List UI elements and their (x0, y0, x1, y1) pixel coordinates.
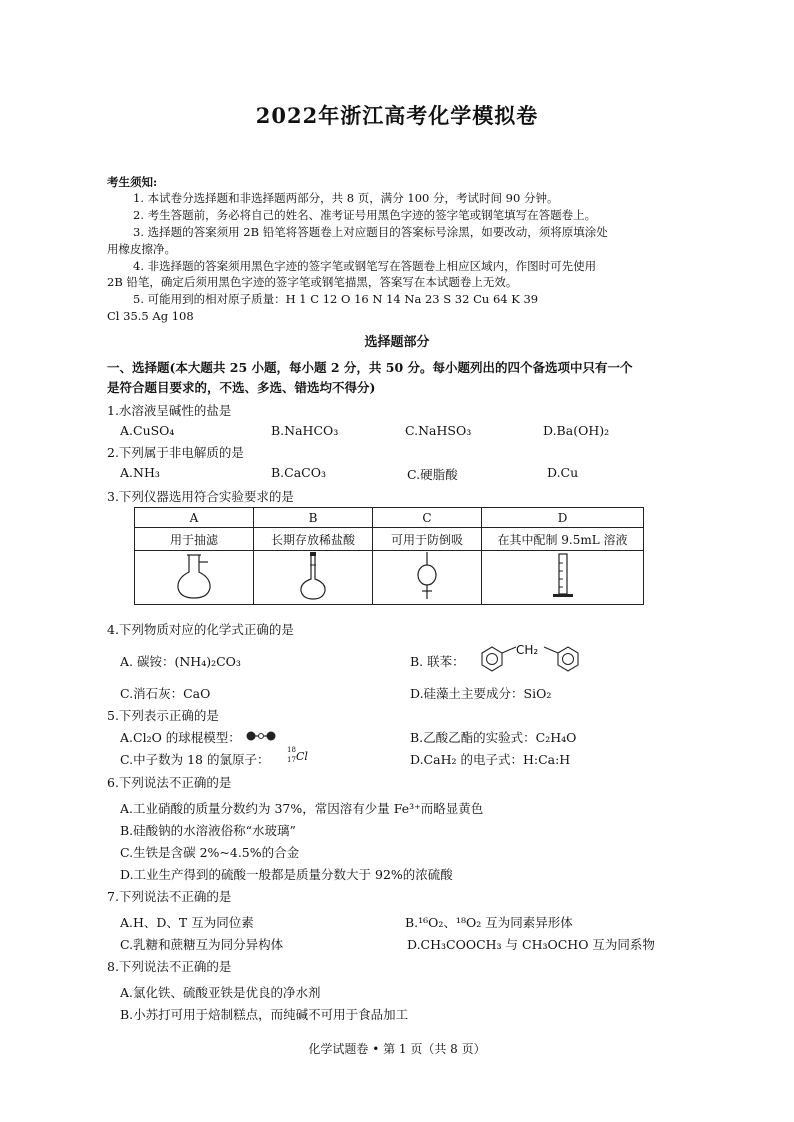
notice-heading: 考生须知: (107, 175, 158, 189)
notice-line-5b: Cl 35.5 Ag 108 (107, 309, 194, 323)
q5-option-d: D.CaH₂ 的电子式：H:Ca:H (410, 752, 571, 767)
volumetric-flask-icon (254, 551, 373, 605)
section-title: 选择题部分 (364, 335, 430, 350)
q2-stem: 2.下列属于非电解质的是 (107, 445, 244, 460)
q6-option-a: A.工业硝酸的质量分数约为 37%，常因溶有少量 Fe³⁺而略显黄色 (120, 801, 484, 816)
notice-line-4: 4. 非选择题的答案须用黑色字迹的签字笔或钢笔写在答题卷上相应区域内，作图时可先使用 (133, 259, 597, 273)
notice-line-4b: 2B 铅笔，确定后须用黑色字迹的签字笔或钢笔描黑，答案写在本试题卷上无效。 (107, 275, 518, 289)
q5-atomic-number: 17 (287, 756, 296, 764)
use-c: 可用于防倒吸 (373, 528, 482, 551)
use-b: 长期存放稀盐酸 (254, 528, 373, 551)
q7-option-b: B.¹⁶O₂、¹⁸O₂ 互为同素异形体 (405, 915, 573, 930)
q4-option-b: B. 联苯： (410, 654, 465, 669)
suction-flask-icon (135, 551, 254, 605)
separatory-bulb-icon (373, 551, 482, 605)
notice-line-3b: 用橡皮擦净。 (107, 242, 176, 256)
q2-option-b: B.CaCO₃ (271, 465, 326, 480)
biphenylmethane-structure-icon (476, 642, 606, 679)
q3-stem: 3.下列仪器选用符合实验要求的是 (107, 489, 294, 504)
q5-chlorine-symbol: Cl (296, 750, 308, 763)
page-footer: 化学试题卷 • 第 1 页（共 8 页） (308, 1042, 486, 1056)
notice-line-2: 2. 考生答题前，务必将自己的姓名、准考证号用黑色字迹的签字笔或钢笔填写在答题卷上。 (133, 208, 597, 222)
q4-option-d: D.硅藻土主要成分：SiO₂ (410, 686, 552, 701)
col-header-a: A (135, 508, 254, 528)
notice-line-3: 3. 选择题的答案须用 2B 铅笔将答题卷上对应题目的答案标号涂黑，如要改动，须将原填涂处 (133, 225, 608, 239)
q1-option-b: B.NaHCO₃ (271, 423, 339, 438)
use-a: 用于抽滤 (135, 528, 254, 551)
ball-stick-model-icon (246, 730, 276, 745)
q5-stem: 5.下列表示正确的是 (107, 708, 219, 723)
q5-option-c: C.中子数为 18 的氯原子： (120, 752, 270, 767)
q1-option-d: D.Ba(OH)₂ (543, 423, 610, 438)
q2-option-a: A.NH₃ (120, 465, 160, 480)
q2-option-d: D.Cu (547, 465, 579, 480)
q6-option-c: C.生铁是含碳 2%~4.5%的合金 (120, 845, 300, 860)
q8-option-b: B.小苏打可用于焙制糕点，而纯碱不可用于食品加工 (120, 1007, 409, 1022)
q5-option-b: B.乙酸乙酯的实验式：C₂H₄O (410, 730, 577, 745)
q4-stem: 4.下列物质对应的化学式正确的是 (107, 622, 294, 637)
q4-option-c: C.消石灰：CaO (120, 686, 211, 701)
q6-option-d: D.工业生产得到的硫酸一般都是质量分数大于 92%的浓硫酸 (120, 867, 453, 882)
q4-ch2-label: CH₂ (516, 643, 539, 657)
q7-option-d: D.CH₃COOCH₃ 与 CH₃OCHO 互为同系物 (407, 937, 655, 952)
col-header-b: B (254, 508, 373, 528)
q6-option-b: B.硅酸钠的水溶液俗称“水玻璃” (120, 823, 296, 838)
col-header-c: C (373, 508, 482, 528)
use-d: 在其中配制 9.5mL 溶液 (482, 528, 644, 551)
q1-option-a: A.CuSO₄ (120, 423, 175, 438)
q7-option-c: C.乳糖和蔗糖互为同分异构体 (120, 937, 284, 952)
q2-option-c: C.硬脂酸 (407, 467, 458, 482)
apparatus-table (134, 507, 644, 605)
q4-option-a: A. 碳铵：(NH₄)₂CO₃ (120, 654, 241, 669)
q8-option-a: A.氯化铁、硫酸亚铁是优良的净水剂 (120, 985, 321, 1000)
q7-stem: 7.下列说法不正确的是 (107, 889, 232, 904)
col-header-d: D (482, 508, 644, 528)
q1-option-c: C.NaHSO₃ (405, 423, 472, 438)
part1-instructions-2: 是符合题目要求的，不选、多选、错选均不得分) (107, 380, 376, 395)
q8-stem: 8.下列说法不正确的是 (107, 959, 232, 974)
q5-option-a: A.Cl₂O 的球棍模型： (120, 730, 241, 745)
q1-stem: 1.水溶液呈碱性的盐是 (107, 403, 232, 418)
q5-mass-number: 18 (287, 746, 296, 754)
notice-line-1: 1. 本试卷分选择题和非选择题两部分，共 8 页，满分 100 分，考试时间 90 分钟。 (133, 191, 559, 205)
q6-stem: 6.下列说法不正确的是 (107, 775, 232, 790)
page-title: 2022年浙江高考化学模拟卷 (255, 103, 539, 128)
part1-instructions-1: 一、选择题(本大题共 25 小题，每小题 2 分，共 50 分。每小题列出的四个备选项中只有一个 (107, 360, 633, 375)
q7-option-a: A.H、D、T 互为同位素 (120, 915, 254, 930)
graduated-cylinder-icon (482, 551, 644, 605)
notice-line-5: 5. 可能用到的相对原子质量：H 1 C 12 O 16 N 14 Na 23 S 32 Cu 64 K 39 (133, 292, 539, 306)
